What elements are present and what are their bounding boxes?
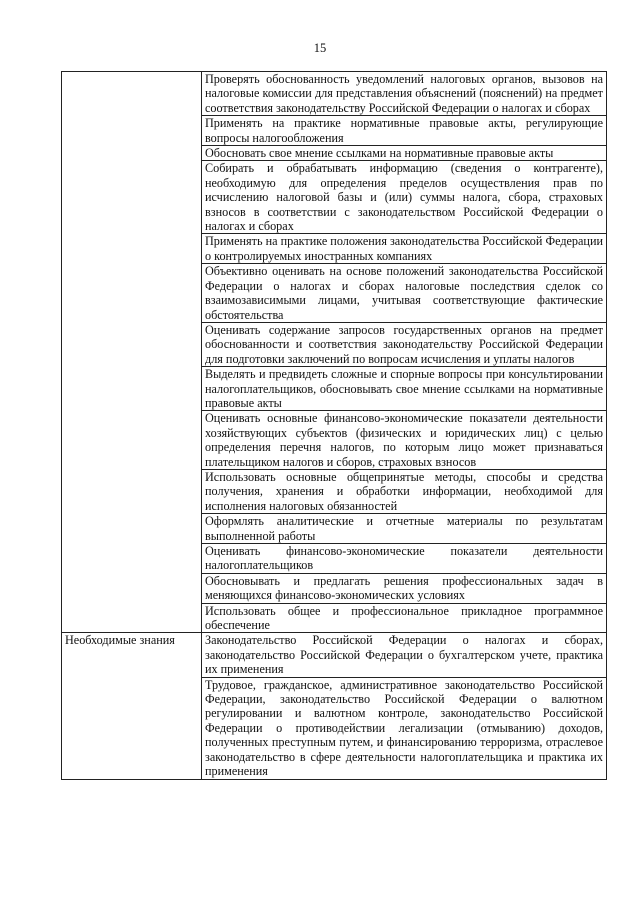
table-cell-text: Использовать основные общепринятые методы, способы и средства получения, хранения и обработки информации, необходимой для исполнения налоговых обязанностей [202, 469, 607, 513]
table-cell-text: Обосновывать и предлагать решения профессиональных задач в меняющихся финансово-экономических условиях [202, 573, 607, 603]
page-number: 15 [313, 41, 327, 55]
table-cell-text: Использовать общее и профессиональное прикладное программное обеспечение [202, 603, 607, 633]
table-cell-label [62, 72, 202, 633]
skills-table [61, 71, 607, 780]
table-cell-text: Законодательство Российской Федерации о налогах и сборах, законодательство Российской Федерации о бухгалтерском учете, практика их применения [202, 633, 607, 677]
table-cell-text: Собирать и обрабатывать информацию (сведения о контрагенте), необходимую для определения пределов осуществления прав по исчислению налоговой базы и (или) суммы налога, сбора, страховых взносов в соответствии с законодательством Российской Федерации о налогах и сборах [202, 161, 607, 234]
table-cell-text: Выделять и предвидеть сложные и спорные вопросы при консультировании налогоплательщиков, обосновывать свое мнение ссылками на нормативные правовые акты [202, 367, 607, 411]
table-cell-text: Применять на практике положения законодательства Российской Федерации о контролируемых иностранных компаниях [202, 234, 607, 264]
table-row [62, 72, 607, 116]
table-cell-text: Трудовое, гражданское, административное законодательство Российской Федерации, законодательство Российской Федерации о валютном регулировании и валютном контроле, законодательство Российской Федерации о противодействии легализации (отмыванию) доходов, полученных преступным путем, и финансированию терроризма, отраслевое законодательство в сфере деятельности налогоплательщика и практика их применения [202, 677, 607, 779]
table-cell-text: Оценивать финансово-экономические показатели деятельности налогоплательщиков [202, 544, 607, 574]
table-row [62, 633, 607, 677]
table-cell-text: Объективно оценивать на основе положений законодательства Российской Федерации о налогах и сборах налоговые последствия сделок со взаимозависимыми лицами, учитывая соответствующие фактические обстоятельства [202, 264, 607, 323]
table-cell-text: Оценивать основные финансово-экономические показатели деятельности хозяйствующих субъектов (физических и юридических лиц) с целью определения перечня налогов, по которым лицо может признаваться плательщиком налогов и сборов, страховых взносов [202, 411, 607, 470]
table-cell-text: Оформлять аналитические и отчетные материалы по результатам выполненной работы [202, 514, 607, 544]
table-cell-label: Необходимые знания [62, 633, 202, 779]
table-cell-text: Применять на практике нормативные правовые акты, регулирующие вопросы налогообложения [202, 116, 607, 146]
table-cell-text: Оценивать содержание запросов государственных органов на предмет обоснованности и соответствия законодательству Российской Федерации для подготовки заключений по вопросам исчисления и уплаты налогов [202, 322, 607, 366]
table-cell-text: Обосновать свое мнение ссылками на нормативные правовые акты [202, 146, 607, 161]
table-cell-text: Проверять обоснованность уведомлений налоговых органов, вызовов на налоговые комиссии для представления объяснений (пояснений) на предмет соответствия законодательству Российской Федерации о налогах и сборах [202, 72, 607, 116]
